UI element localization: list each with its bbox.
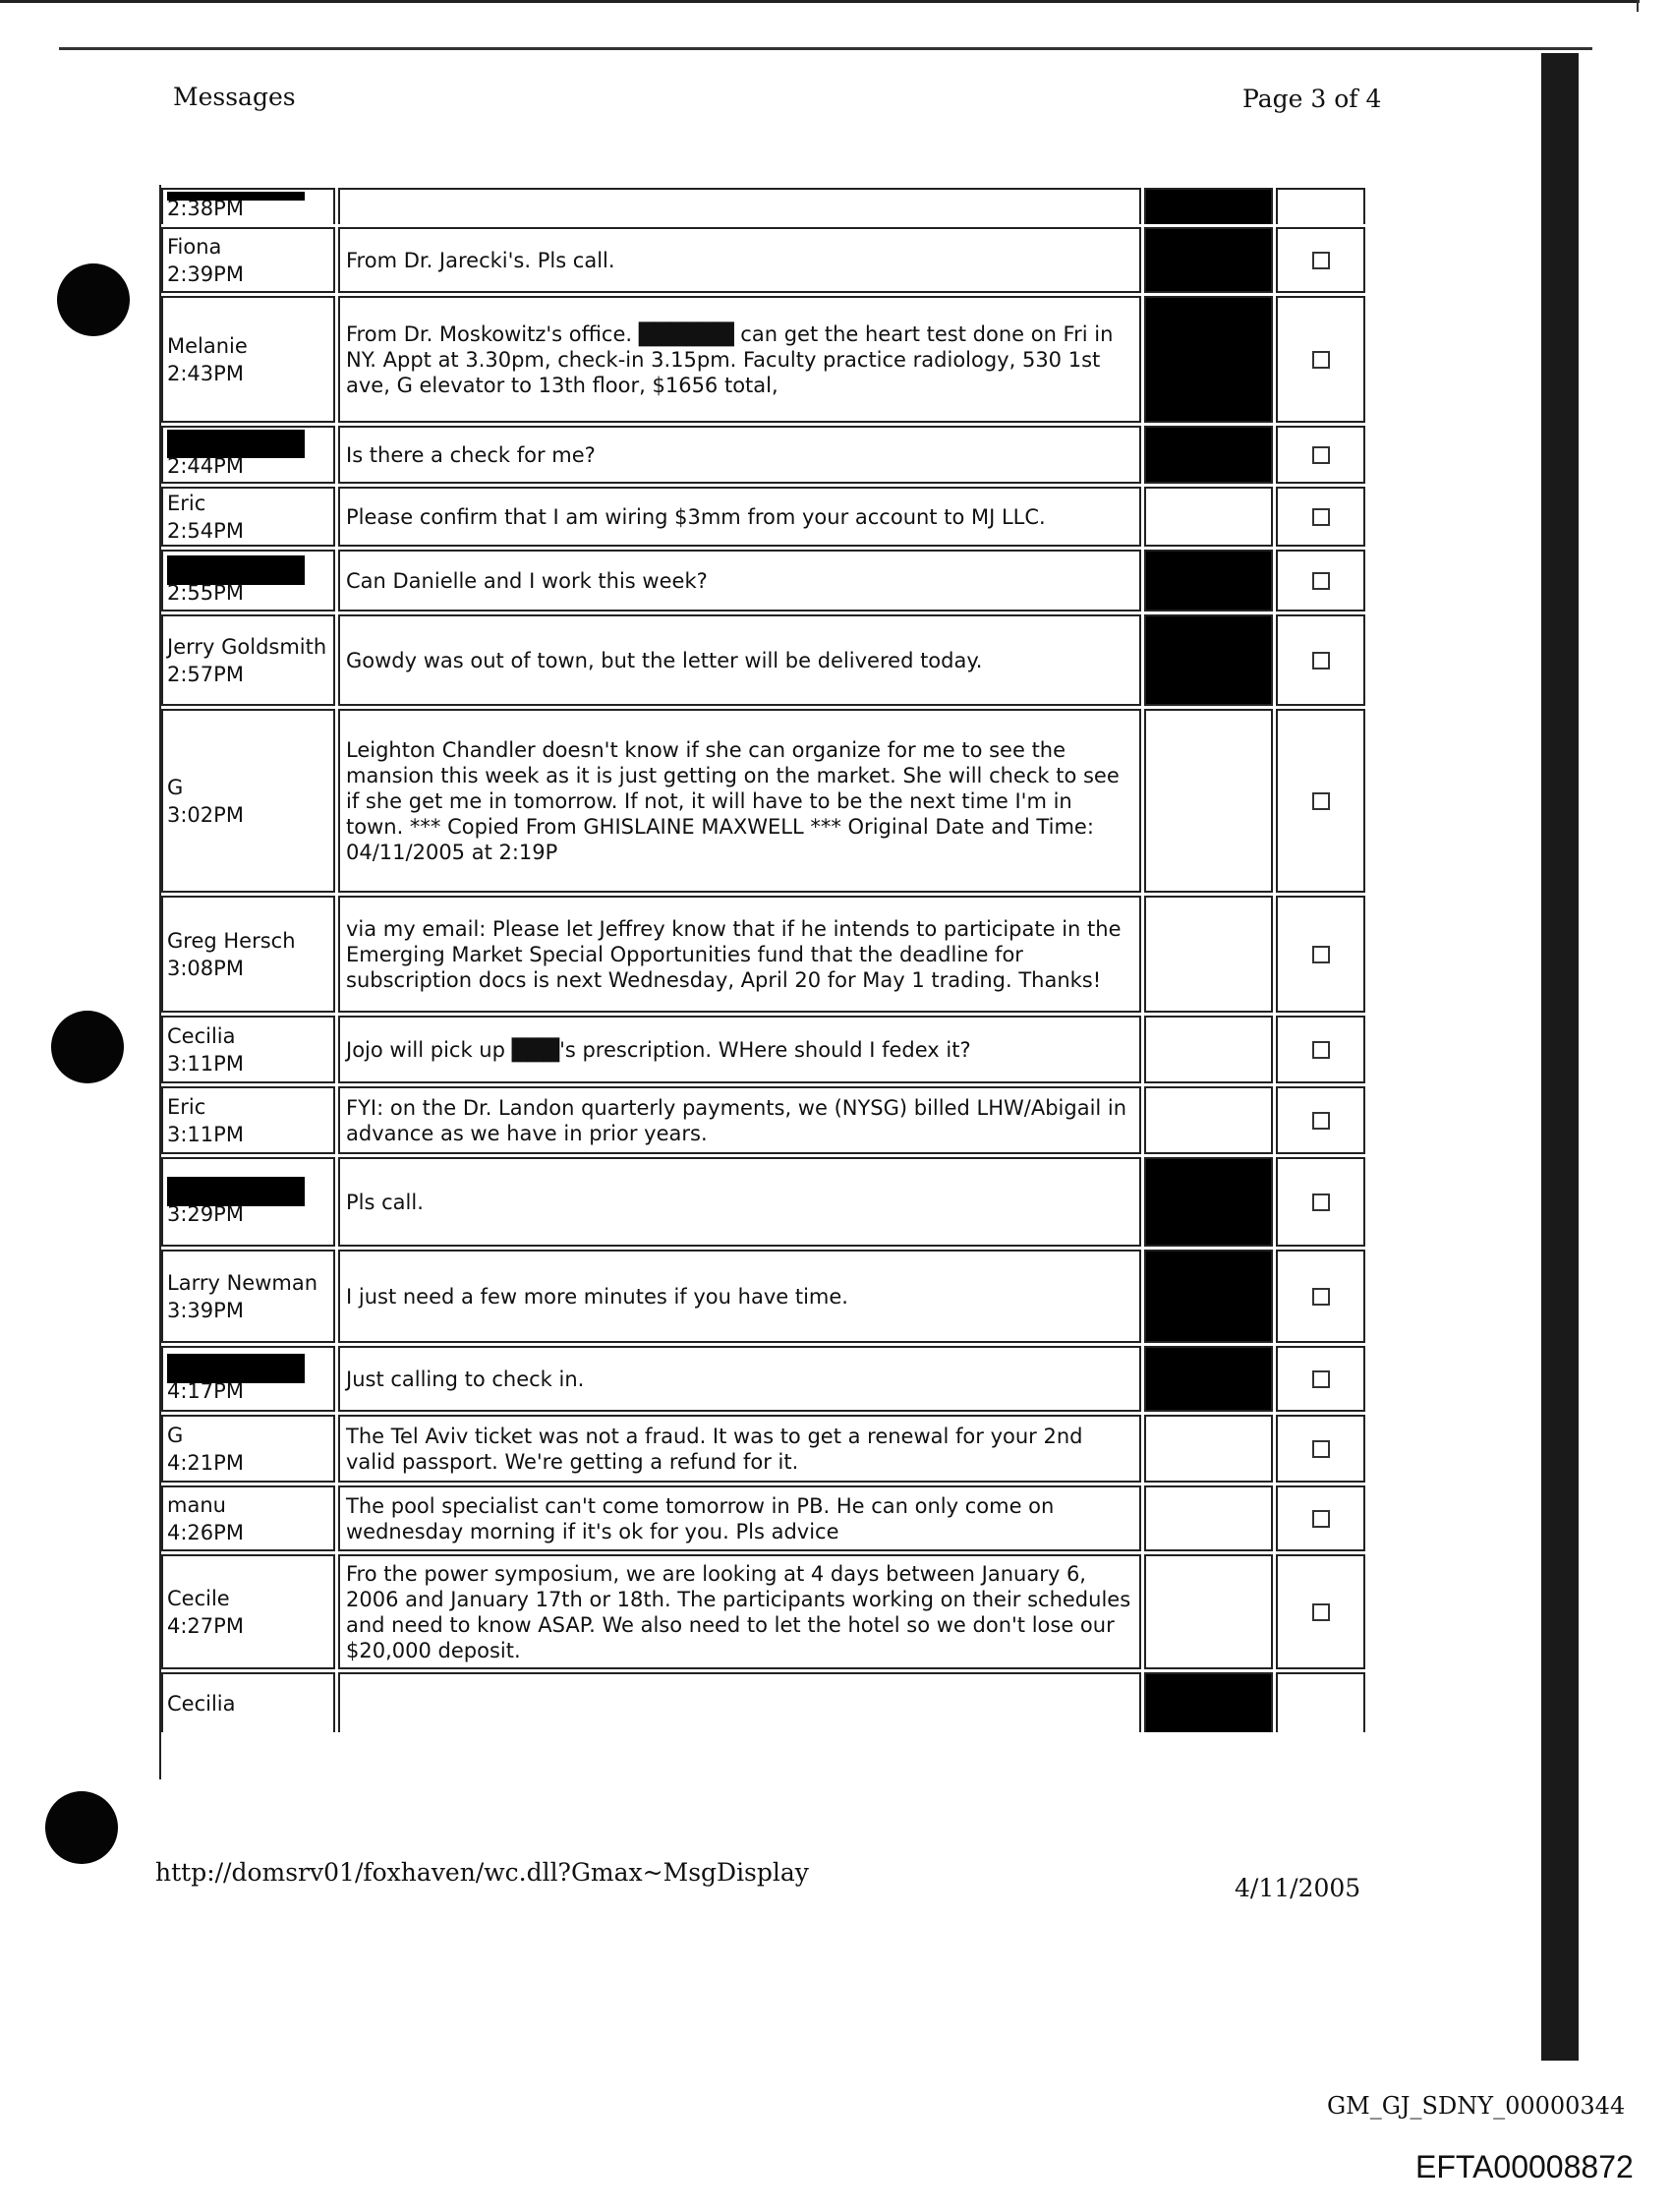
checkbox-cell [1276, 487, 1365, 547]
message-time: 2:43PM [167, 361, 244, 385]
punch-hole [57, 263, 130, 336]
message-time: 3:02PM [167, 802, 244, 827]
message-text: Fro the power symposium, we are looking at 4 days between January 6, 2006 and January 17th or 18th. The participants working on their schedules and need to know ASAP. We also need to let the hotel so we don't lose our $20,000 deposit. [346, 1561, 1131, 1662]
sender-cell [161, 1346, 335, 1412]
flag-cell [1144, 487, 1273, 547]
message-checkbox[interactable] [1312, 508, 1330, 526]
redacted-block [1146, 1159, 1271, 1245]
checkbox-cell [1276, 426, 1365, 484]
redacted-block [1146, 616, 1271, 704]
message-cell [338, 1086, 1141, 1154]
message-checkbox[interactable] [1312, 792, 1330, 810]
sender-name: Cecilia [167, 1023, 236, 1048]
footer-date: 4/11/2005 [1235, 1874, 1361, 1902]
message-checkbox[interactable] [1312, 946, 1330, 963]
message-text: I just need a few more minutes if you have time. [346, 1284, 848, 1309]
sender-cell [161, 1250, 335, 1343]
message-checkbox[interactable] [1312, 252, 1330, 269]
top-border-line [0, 0, 1640, 3]
flag-cell [1144, 188, 1273, 224]
sender-name: G [167, 775, 184, 799]
sender-cell [161, 1016, 335, 1083]
checkbox-cell [1276, 1415, 1365, 1483]
sender-name: Greg Hersch [167, 928, 296, 953]
message-time: 4:21PM [167, 1450, 244, 1475]
message-checkbox[interactable] [1312, 1370, 1330, 1388]
message-checkbox[interactable] [1312, 1510, 1330, 1528]
checkbox-cell [1276, 1346, 1365, 1412]
scan-shadow-bar [1541, 53, 1579, 2061]
message-cell [338, 896, 1141, 1013]
sender-cell [161, 487, 335, 547]
checkbox-cell [1276, 227, 1365, 293]
message-cell [338, 550, 1141, 611]
message-checkbox[interactable] [1312, 446, 1330, 464]
checkbox-cell [1276, 550, 1365, 611]
flag-cell [1144, 1016, 1273, 1083]
flag-cell [1144, 709, 1273, 893]
message-checkbox[interactable] [1312, 1193, 1330, 1211]
message-cell [338, 709, 1141, 893]
message-time: 2:54PM [167, 518, 244, 543]
message-time: 4:17PM [167, 1378, 244, 1403]
redacted-block [1146, 428, 1271, 482]
message-cell [338, 1554, 1141, 1669]
sender-name: Eric [167, 491, 206, 515]
sender-cell [161, 188, 335, 224]
message-time: 3:11PM [167, 1122, 244, 1146]
flag-cell [1144, 426, 1273, 484]
redacted-block [1146, 190, 1271, 224]
message-time: 2:44PM [167, 454, 244, 478]
flag-cell [1144, 614, 1273, 706]
message-text: The pool specialist can't come tomorrow in PB. He can only come on wednesday morning if it's ok for you. Pls advice [346, 1493, 1055, 1543]
message-cell [338, 227, 1141, 293]
checkbox-cell [1276, 1016, 1365, 1083]
message-text: Jojo will pick up ███'s prescription. WHere should I fedex it? [346, 1037, 971, 1062]
flag-cell [1144, 896, 1273, 1013]
message-text: From Dr. Moskowitz's office. ██████ can get the heart test done on Fri in NY. Appt at 3.30pm, check-in 3.15pm. Faculty practice radiology, 530 1st ave, G elevator to 13th floor, $1656 total, [346, 321, 1114, 397]
flag-cell [1144, 1086, 1273, 1154]
sender-cell [161, 614, 335, 706]
bates-number: GM_GJ_SDNY_00000344 [1327, 2092, 1626, 2120]
sender-name: Eric [167, 1094, 206, 1119]
message-text: Gowdy was out of town, but the letter will be delivered today. [346, 648, 983, 672]
message-text: Pls call. [346, 1190, 424, 1214]
sender-name: Fiona [167, 234, 222, 259]
message-time: 2:39PM [167, 262, 244, 286]
checkbox-cell [1276, 1086, 1365, 1154]
redacted-block [1146, 1674, 1271, 1732]
message-time: 2:55PM [167, 580, 244, 605]
message-cell [338, 1485, 1141, 1551]
flag-cell [1144, 1672, 1273, 1732]
message-text: Leighton Chandler doesn't know if she can organize for me to see the mansion this week as it is just getting on the market. She will check to see if she get me in tomorrow. If not, it will have to be the next time I'm in town. *** Copied From GHISLAINE MAXWELL *** Original Date and Time: 04/11/2005 at 2:19P [346, 737, 1120, 864]
page-title: Messages [173, 83, 296, 111]
message-cell [338, 188, 1141, 224]
sender-name: Melanie [167, 333, 248, 358]
message-checkbox[interactable] [1312, 1112, 1330, 1130]
top-right-edge [1637, 0, 1639, 12]
checkbox-cell [1276, 709, 1365, 893]
message-text: The Tel Aviv ticket was not a fraud. It was to get a renewal for your 2nd valid passport. We're getting a refund for it. [346, 1424, 1083, 1474]
message-time: 4:27PM [167, 1613, 244, 1638]
punch-hole [51, 1011, 124, 1083]
page-edge-line [59, 47, 1592, 50]
message-text: Just calling to check in. [346, 1367, 585, 1391]
footer-url: http://domsrv01/foxhaven/wc.dll?Gmax~MsgDisplay [155, 1858, 809, 1887]
message-cell [338, 1157, 1141, 1247]
message-text: From Dr. Jarecki's. Pls call. [346, 248, 615, 272]
checkbox-cell [1276, 296, 1365, 423]
message-cell [338, 1346, 1141, 1412]
punch-hole [45, 1791, 118, 1864]
flag-cell [1144, 227, 1273, 293]
message-time: 3:08PM [167, 956, 244, 980]
flag-cell [1144, 1250, 1273, 1343]
checkbox-cell [1276, 614, 1365, 706]
message-text: FYI: on the Dr. Landon quarterly payments, we (NYSG) billed LHW/Abigail in advance as we have in prior years. [346, 1095, 1127, 1145]
sender-name: manu [167, 1492, 226, 1517]
message-checkbox[interactable] [1312, 1041, 1330, 1059]
message-time: 3:11PM [167, 1051, 244, 1076]
message-cell [338, 1016, 1141, 1083]
sender-cell [161, 896, 335, 1013]
flag-cell [1144, 1157, 1273, 1247]
flag-cell [1144, 1346, 1273, 1412]
flag-cell [1144, 1554, 1273, 1669]
redacted-block [1146, 298, 1271, 421]
flag-cell [1144, 1485, 1273, 1551]
sender-cell [161, 1485, 335, 1551]
message-cell [338, 1672, 1141, 1732]
message-time: 4:26PM [167, 1520, 244, 1544]
checkbox-cell [1276, 188, 1365, 224]
checkbox-cell [1276, 1485, 1365, 1551]
flag-cell [1144, 550, 1273, 611]
redacted-block [1146, 229, 1271, 291]
message-cell [338, 296, 1141, 423]
sender-cell [161, 709, 335, 893]
message-cell [338, 1415, 1141, 1483]
message-time: 2:57PM [167, 662, 244, 686]
checkbox-cell [1276, 1554, 1365, 1669]
sender-cell [161, 1086, 335, 1154]
message-text: via my email: Please let Jeffrey know that if he intends to participate in the Emerging Market Special Opportunities fund that the deadline for subscription docs is next Wednesday, April 20 for May 1 trading. Thanks! [346, 916, 1122, 992]
message-cell [338, 426, 1141, 484]
message-table [159, 185, 1368, 1779]
redacted-block [1146, 1348, 1271, 1410]
sender-cell [161, 296, 335, 423]
checkbox-cell [1276, 896, 1365, 1013]
redacted-block [1146, 1252, 1271, 1341]
sender-cell [161, 1157, 335, 1247]
message-cell [338, 1250, 1141, 1343]
checkbox-cell [1276, 1672, 1365, 1732]
sender-cell [161, 1554, 335, 1669]
message-checkbox[interactable] [1312, 1288, 1330, 1306]
message-time: 3:39PM [167, 1298, 244, 1322]
message-checkbox[interactable] [1312, 1440, 1330, 1458]
checkbox-cell [1276, 1157, 1365, 1247]
redacted-block [1146, 552, 1271, 610]
sender-cell [161, 426, 335, 484]
sender-name: Jerry Goldsmith [167, 634, 327, 659]
message-checkbox[interactable] [1312, 1603, 1330, 1621]
flag-cell [1144, 296, 1273, 423]
message-cell [338, 614, 1141, 706]
sender-cell [161, 1415, 335, 1483]
sender-name: Cecile [167, 1586, 230, 1610]
message-cell [338, 487, 1141, 547]
message-text: Please confirm that I am wiring $3mm from your account to MJ LLC. [346, 504, 1046, 529]
message-time: 3:29PM [167, 1201, 244, 1226]
message-checkbox[interactable] [1312, 652, 1330, 669]
checkbox-cell [1276, 1250, 1365, 1343]
sender-cell [161, 1672, 335, 1732]
message-text: Is there a check for me? [346, 442, 596, 467]
efta-number: EFTA00008872 [1415, 2149, 1634, 2184]
sender-name: Cecilia [167, 1691, 236, 1716]
sender-cell [161, 227, 335, 293]
message-checkbox[interactable] [1312, 351, 1330, 369]
message-time: 2:38PM [167, 197, 244, 220]
page-number: Page 3 of 4 [1242, 85, 1382, 113]
message-checkbox[interactable] [1312, 572, 1330, 590]
sender-cell [161, 550, 335, 611]
message-text: Can Danielle and I work this week? [346, 568, 708, 593]
sender-name: Larry Newman [167, 1270, 318, 1295]
flag-cell [1144, 1415, 1273, 1483]
sender-name: G [167, 1423, 184, 1447]
